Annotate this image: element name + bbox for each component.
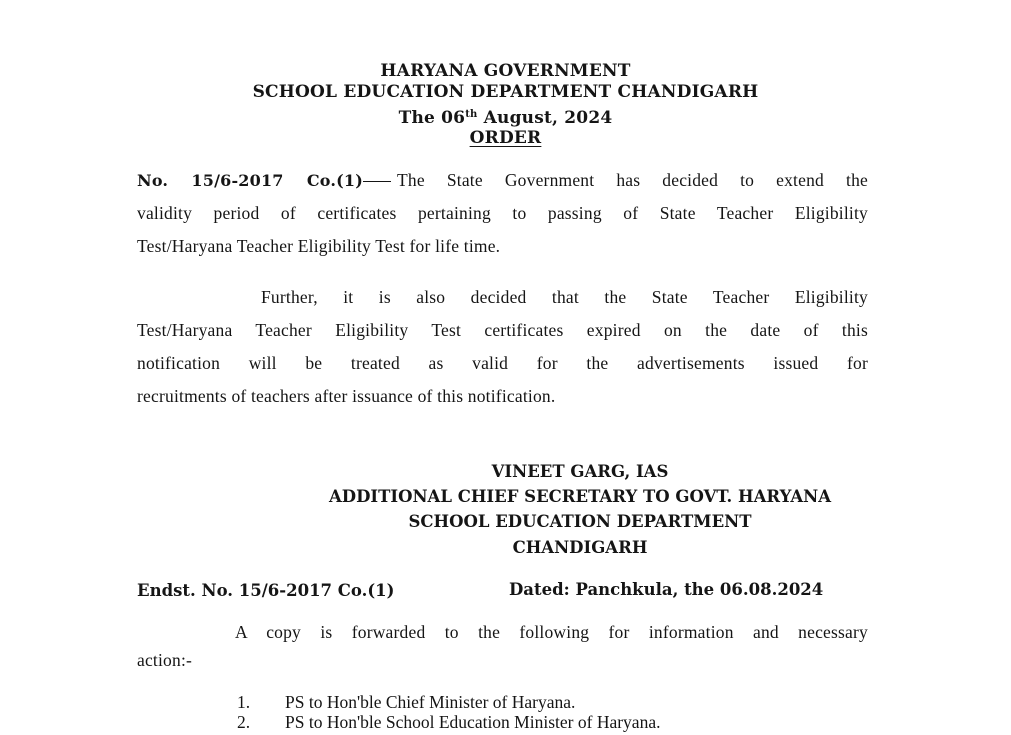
paragraph-2-line-2: Test/Haryana Teacher Eligibility Test certificates expired on the date of this [137, 320, 868, 340]
paragraph-1-line-1 [137, 164, 868, 197]
paragraph-2 [137, 281, 868, 413]
paragraph-2-line-4: recruitments of teachers after issuance of this notification. [137, 386, 556, 406]
forward-text-1: A copy is forwarded to the following for information and necessary [235, 622, 868, 642]
header-date-prefix: The 06 [398, 108, 466, 128]
paragraph-2-line-1 [137, 281, 868, 314]
header-order-title [0, 126, 1011, 150]
header-date-sup: th [465, 109, 478, 120]
list-item [237, 709, 660, 735]
list-item-number: 2. [237, 712, 251, 732]
list-item-text: PS to Hon'ble Chief Minister of Haryana. [285, 692, 576, 712]
endorsement-dated: Dated: Panchkula, the 06.08.2024 [509, 580, 824, 599]
endorsement-number: Endst. No. 15/6-2017 Co.(1) [137, 581, 395, 600]
paragraph-1-line-2: validity period of certificates pertaining to passing of State Teacher Eligibility [137, 203, 868, 223]
paragraph-1-line-3: Test/Haryana Teacher Eligibility Test for life time. [137, 236, 501, 256]
paragraph-1-text-1: The State Government has decided to extend the [397, 170, 868, 190]
blank-line [363, 181, 391, 182]
order-number: No. 15/6-2017 Co.(1) [137, 171, 363, 190]
signatory-city: CHANDIGARH [512, 538, 648, 557]
header-department: SCHOOL EDUCATION DEPARTMENT CHANDIGARH [252, 82, 759, 102]
header-date-suffix: August, 2024 [477, 108, 613, 128]
order-title: ORDER [469, 128, 542, 148]
forward-line-1 [137, 616, 868, 644]
signatory-name: VINEET GARG, IAS [491, 462, 669, 481]
paragraph-1 [137, 164, 868, 263]
list-item-text: PS to Hon'ble School Education Minister of Haryana. [285, 712, 661, 732]
signatory-department: SCHOOL EDUCATION DEPARTMENT [408, 512, 752, 531]
forward-line-2: action:- [137, 650, 193, 670]
header-government: HARYANA GOVERNMENT [380, 61, 631, 81]
signatory-title: ADDITIONAL CHIEF SECRETARY TO GOVT. HARYANA [328, 487, 832, 506]
recipient-list [237, 689, 660, 735]
paragraph-2-line-3: notification will be treated as valid for the advertisements issued for [137, 353, 868, 373]
forward-paragraph [137, 616, 868, 672]
paragraph-2-text-1: Further, it is also decided that the State Teacher Eligibility [261, 287, 868, 307]
list-item-number: 1. [237, 692, 251, 712]
